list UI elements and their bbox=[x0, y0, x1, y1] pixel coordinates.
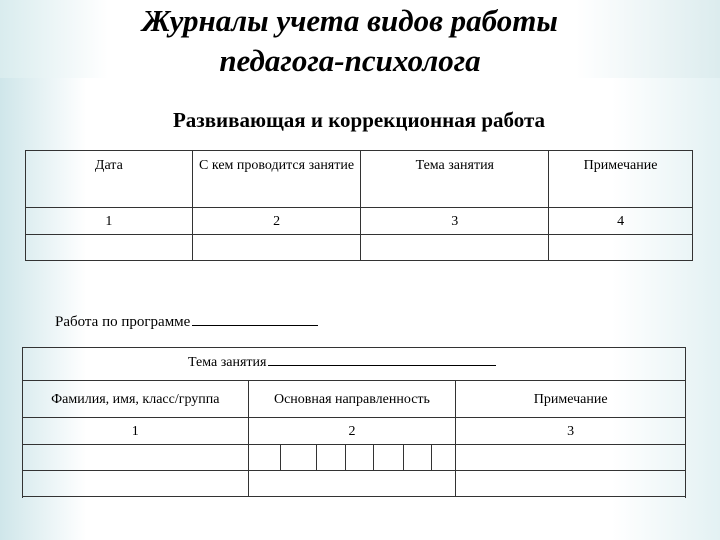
empty-cell[interactable] bbox=[346, 445, 374, 471]
page-title-line-1: Журналы учета видов работы bbox=[142, 3, 558, 38]
page-title-line-2: педагога-психолога bbox=[219, 43, 481, 78]
program-blank-field[interactable] bbox=[192, 311, 318, 326]
empty-cell[interactable] bbox=[374, 445, 404, 471]
empty-cell[interactable] bbox=[248, 471, 456, 497]
empty-cell[interactable] bbox=[456, 445, 686, 471]
theme-blank-field[interactable] bbox=[268, 353, 496, 366]
column-number: 2 bbox=[248, 418, 456, 445]
column-number: 3 bbox=[456, 418, 686, 445]
table-row bbox=[23, 471, 686, 497]
table-row bbox=[23, 445, 686, 471]
correction-work-table bbox=[25, 150, 693, 261]
program-line bbox=[55, 311, 318, 331]
header-cell-with-whom: С кем проводится занятие bbox=[192, 151, 361, 208]
column-number: 1 bbox=[26, 208, 193, 235]
table-header-row bbox=[23, 381, 686, 418]
program-label: Работа по программе bbox=[55, 314, 191, 330]
empty-cell[interactable] bbox=[23, 471, 249, 497]
theme-label: Тема занятия bbox=[188, 355, 267, 370]
header-cell-note: Примечание bbox=[456, 381, 686, 418]
table-number-row bbox=[26, 208, 693, 235]
section-subtitle: Развивающая и коррекционная работа bbox=[172, 108, 546, 132]
table-number-row bbox=[23, 418, 686, 445]
empty-cell[interactable] bbox=[316, 445, 346, 471]
header-cell-topic: Тема занятия bbox=[361, 151, 549, 208]
empty-cell[interactable] bbox=[456, 471, 686, 497]
empty-cell[interactable] bbox=[361, 235, 549, 261]
empty-cell[interactable] bbox=[432, 445, 456, 471]
empty-cell[interactable] bbox=[23, 445, 249, 471]
header-cell-name: Фамилия, имя, класс/группа bbox=[23, 381, 249, 418]
theme-line bbox=[188, 353, 496, 371]
column-number: 4 bbox=[549, 208, 693, 235]
empty-cell[interactable] bbox=[248, 445, 280, 471]
empty-cell[interactable] bbox=[404, 445, 432, 471]
column-number: 2 bbox=[192, 208, 361, 235]
column-number: 1 bbox=[23, 418, 249, 445]
header-cell-note: Примечание bbox=[549, 151, 693, 208]
column-number: 3 bbox=[361, 208, 549, 235]
empty-cell[interactable] bbox=[549, 235, 693, 261]
table-header-row bbox=[26, 151, 693, 208]
header-cell-direction: Основная направленность bbox=[248, 381, 456, 418]
table-row bbox=[26, 235, 693, 261]
header-cell-date: Дата bbox=[26, 151, 193, 208]
empty-cell[interactable] bbox=[280, 445, 316, 471]
program-work-table bbox=[22, 380, 686, 497]
empty-cell[interactable] bbox=[192, 235, 361, 261]
empty-cell[interactable] bbox=[26, 235, 193, 261]
